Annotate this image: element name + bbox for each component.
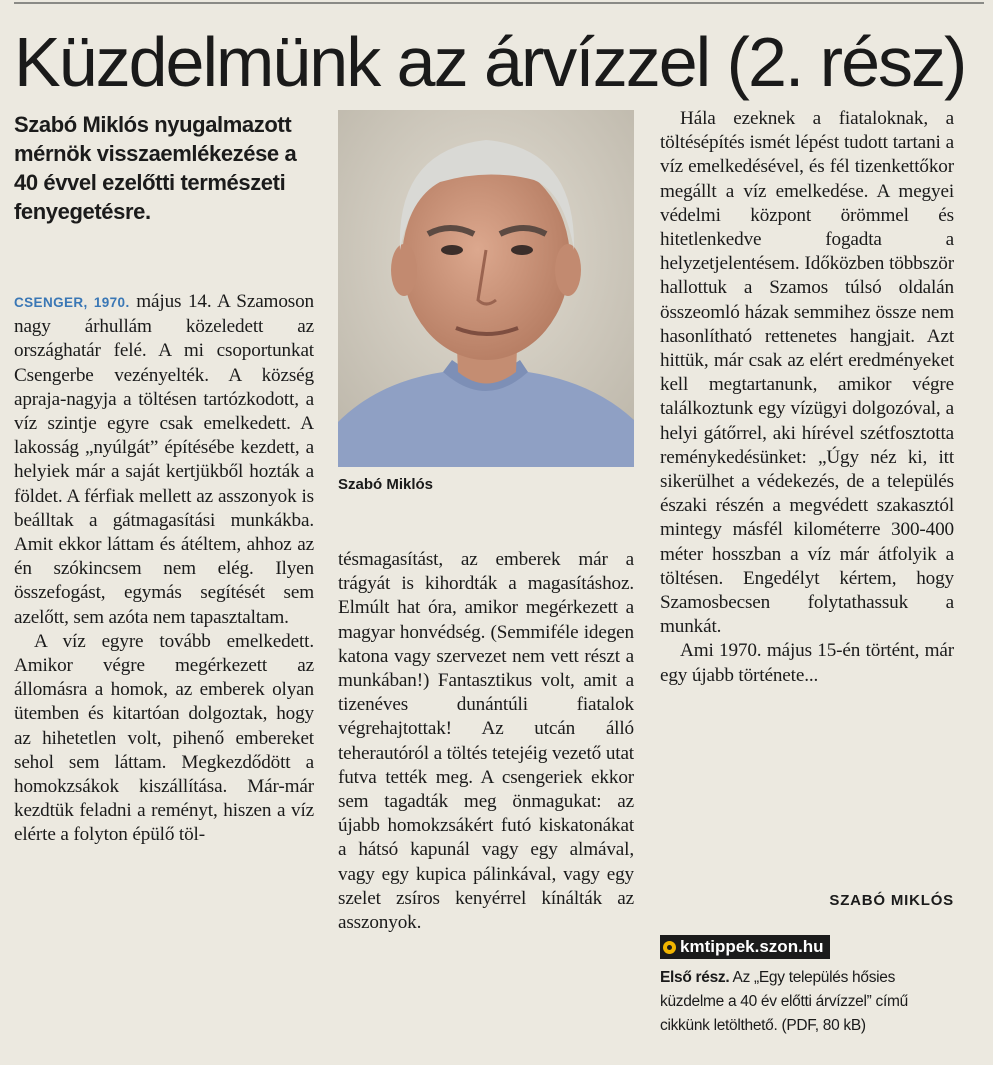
paragraph: tésmagasítást, az emberek már a trágyát is kihordták a magasításhoz. Elmúlt hat óra, amikor megérkezett a magyar honvédség. (Semmiféle idegen katona vagy szervezet nem vett részt a munkában!) Fantasztikus volt, amit a tizenéves dunántúli fiatalok végrehajtottak! Az utcán álló teherautóról a töltés tetejéig vezető utat futva tették meg. A csengeriek ekkor sem tagadták meg önmagukat: az újabb homokzsákért futó kiskatonákat a hátsó kapunál vagy egy almával, vagy egy kupica pálinkával, vagy egy szelet zsíros kenyérrel kínálták az asszonyok. <box>338 549 634 934</box>
note-text: Az „Egy település hősies küzdelme a 40 év előtti árvízzel” című cikkünk letölthető. (PDF, 80 kB) <box>660 969 908 1035</box>
website-url[interactable]: kmtippek.szon.hu <box>680 937 824 956</box>
paragraph: Ami 1970. május 15-én történt, már egy újabb története... <box>660 640 954 686</box>
dateline: CSENGER, 1970. <box>14 295 130 310</box>
paragraph: Hála ezeknek a fiataloknak, a töltésépítés ismét lépést tudott tartani a víz emelkedésével, és fél tizenkettőkor megállt a víz emelkedése. A megyei védelmi központ örömmel és hitetlenkedve fogadta a helyzetjelentésem. Időközben többször hallottuk a Szamos túlsó oldalán összeomló házak semmihez össze nem hasonlítható rettenetes hangjait. Azt hittük, már csak az elért eredményeket kell megtartanunk, amikor végre találkoztunk egy vízügyi dolgozóval, a helyi gátőrrel, aki hírével szétfosztotta reménykedésünket: „Úgy néz ki, itt sikerülhet a védekezés, de a település északi részén a megvédett szakasztól mintegy másfél kilométerre 300-400 méter hosszban a víz már átfolyik a töltésen. Engedélyt kértem, hogy Szamosbecsen folytathassuk a munkát. <box>660 108 954 638</box>
top-rule <box>14 2 984 4</box>
portrait-illustration <box>338 110 634 467</box>
portrait-photo <box>338 110 634 467</box>
text-column-1 <box>14 290 314 848</box>
article-title: Küzdelmünk az árvízzel (2. rész) <box>14 23 966 101</box>
website-link[interactable] <box>660 935 830 959</box>
paragraph: A víz egyre tovább emelkedett. Amikor végre megérkezett az állomásra a homok, az emberek olyan ütemben és kitartóan dolgoztak, hogy az hihetetlen volt, pihenő embereket sehol sem láttam. Megkezdődött a homokzsákok kiszállítása. Már-már kezdtük feladni a reményt, hiszen a víz elérte a folyton épülő töl- <box>14 630 314 846</box>
note-label: Első rész. <box>660 969 730 986</box>
web-link-icon <box>663 941 676 954</box>
text-column-2 <box>338 548 634 935</box>
author-byline: SZABÓ MIKLÓS <box>829 892 954 909</box>
photo-caption: Szabó Miklós <box>338 476 434 493</box>
paragraph-text: május 14. A Szamoson nagy árhullám közeledett az országhatár felé. A mi csoportunkat Csengerbe vezényelték. A község apraja-nagyja a töltésen tartózkodott, a víz szintje egyre csak emelkedett. A lakosság „nyúlgát” építésébe kezdett, a helyiek már a saját kertjükből hozták a földet. A férfiak mellett az asszonyok is beálltak a gátmagasítási munkákba. Amit ekkor láttam és átéltem, ahhoz az én szókincsem nem elég. Ilyen összefogást, egymás segítését sem azelőtt, sem azóta nem tapasztaltam. <box>14 291 314 628</box>
paragraph <box>14 290 314 630</box>
article-lead: Szabó Miklós nyugalmazott mérnök visszaemlékezése a 40 évvel ezelőtti természeti fenyegetésre. <box>14 112 297 224</box>
text-column-3 <box>660 107 954 688</box>
download-note <box>660 966 956 1039</box>
